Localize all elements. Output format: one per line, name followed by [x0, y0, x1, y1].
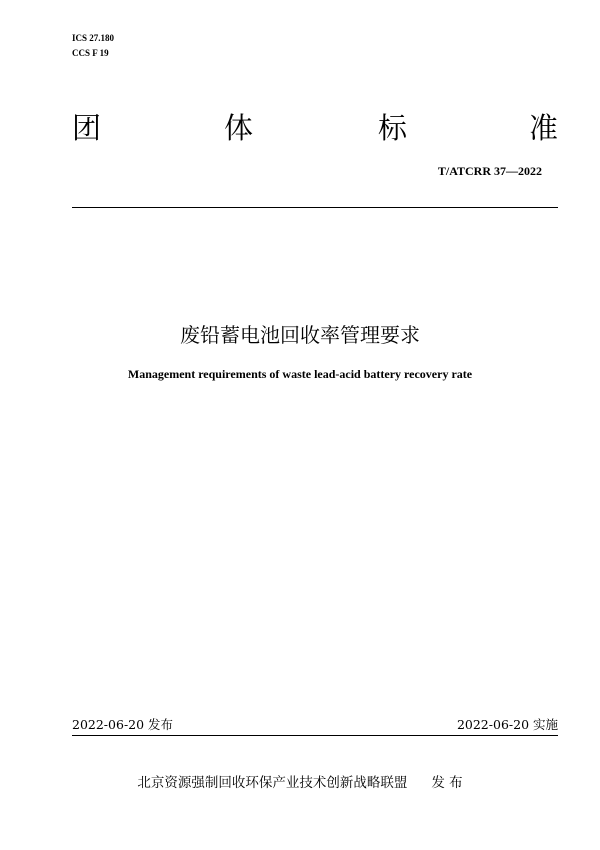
standard-type-char: 体	[224, 111, 254, 145]
standard-number: T/ATCRR 37—2022	[437, 164, 542, 178]
footer-divider	[72, 735, 558, 736]
document-title-chinese: 废铅蓄电池回收率管理要求	[180, 323, 420, 347]
ccs-code: CCS F 19	[72, 48, 109, 58]
publish-date: 2022-06-20 发布	[72, 717, 174, 732]
implement-date: 2022-06-20 实施	[456, 717, 558, 732]
publisher-line	[0, 773, 600, 793]
header-divider	[72, 207, 558, 208]
publisher-name: 北京资源强制回收环保产业技术创新战略联盟	[137, 775, 408, 791]
classification-codes	[72, 31, 114, 61]
publisher-action: 发 布	[431, 775, 463, 791]
document-title-english: Management requirements of waste lead-acid battery recovery rate	[127, 367, 473, 381]
standard-type-heading	[72, 108, 558, 148]
standard-type-char: 标	[378, 111, 408, 145]
ics-code: ICS 27.180	[72, 33, 115, 43]
standard-type-char: 团	[72, 111, 102, 145]
standard-type-char: 准	[528, 111, 558, 145]
